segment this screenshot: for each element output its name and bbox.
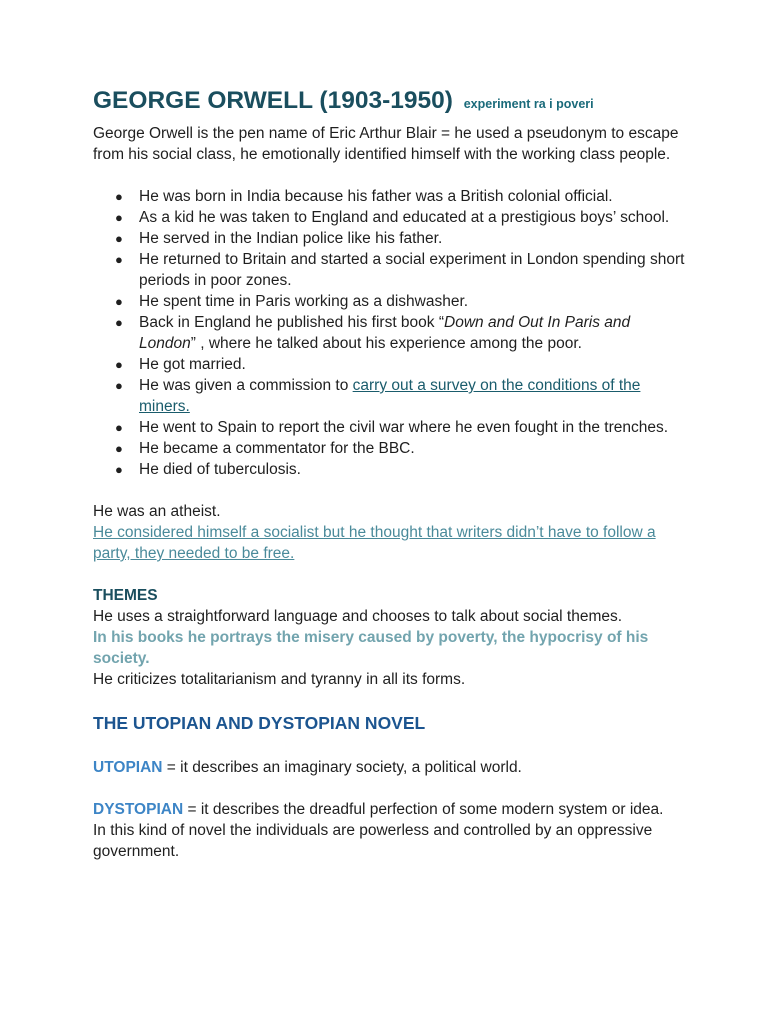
section-heading: THE UTOPIAN AND DYSTOPIAN NOVEL [93,713,426,733]
utopian-definition: UTOPIAN = it describes an imaginary society, a political world. [93,759,522,776]
bullet-icon: ● [115,294,123,309]
themes-line: He uses a straightforward language and chooses to talk about social themes. [93,608,623,625]
title-note: experiment ra i poveri [463,97,594,111]
list-item: ● He died of tuberculosis. [115,461,301,478]
spacer [93,778,688,799]
miners-survey-link[interactable]: carry out a survey on the conditions of the miners. [139,377,641,415]
list-item-book: ● Back in England he published his first book “Down and Out In Paris and London” , where he talked about his experience among the poor. [115,314,631,352]
spacer [93,734,688,757]
bullet-icon: ● [115,357,123,372]
bullet-icon: ● [115,231,123,246]
bullet-icon: ● [115,315,123,330]
biography-list [93,186,688,480]
themes-emphasis: In his books he portrays the misery caused by poverty, the hypocrisy of his society. [93,629,649,667]
bullet-icon: ● [115,462,123,477]
utopian-term: UTOPIAN [93,759,163,776]
book-title: Down and Out In Paris and London [139,314,631,352]
socialist-link[interactable]: He considered himself a socialist but he thought that writers didn’t have to follow a party, they needed to be free. [93,524,656,562]
bullet-icon: ● [115,189,123,204]
page-title [93,86,688,119]
list-item: ● He served in the Indian police like his father. [115,230,443,247]
title-main: GEORGE ORWELL (1903-1950) [93,87,453,114]
list-item: ● As a kid he was taken to England and educated at a prestigious boys’ school. [115,209,670,226]
bullet-icon: ● [115,252,123,267]
list-item: ● He became a commentator for the BBC. [115,440,415,457]
spacer [93,480,688,501]
dystopian-term: DYSTOPIAN [93,801,184,818]
list-item: ● He spent time in Paris working as a dishwasher. [115,293,469,310]
themes-heading: THEMES [93,587,158,604]
atheist-line: He was an atheist. [93,503,221,520]
spacer [93,690,688,712]
bullet-icon: ● [115,210,123,225]
list-item: ● He was born in India because his father was a British colonial official. [115,188,613,205]
dystopian-definition: DYSTOPIAN = it describes the dreadful perfection of some modern system or idea. [93,801,664,818]
list-item: ● He got married. [115,356,246,373]
dystopian-note: In this kind of novel the individuals are powerless and controlled by an oppressive government. [93,822,653,860]
list-item: ● He went to Spain to report the civil war where he even fought in the trenches. [115,419,669,436]
bullet-icon: ● [115,378,123,393]
bullet-icon: ● [115,441,123,456]
spacer [93,564,688,585]
list-item: ● He returned to Britain and started a social experiment in London spending short periods in poor zones. [115,251,685,289]
bullet-icon: ● [115,420,123,435]
socialist-paragraph [93,522,688,564]
themes-line: He criticizes totalitarianism and tyranny in all its forms. [93,671,466,688]
intro-paragraph: George Orwell is the pen name of Eric Arthur Blair = he used a pseudonym to escape from his social class, he emotionally identified himself with the working class people. [93,125,679,163]
list-item-commission: ● He was given a commission to carry out a survey on the conditions of the miners. [115,377,641,415]
